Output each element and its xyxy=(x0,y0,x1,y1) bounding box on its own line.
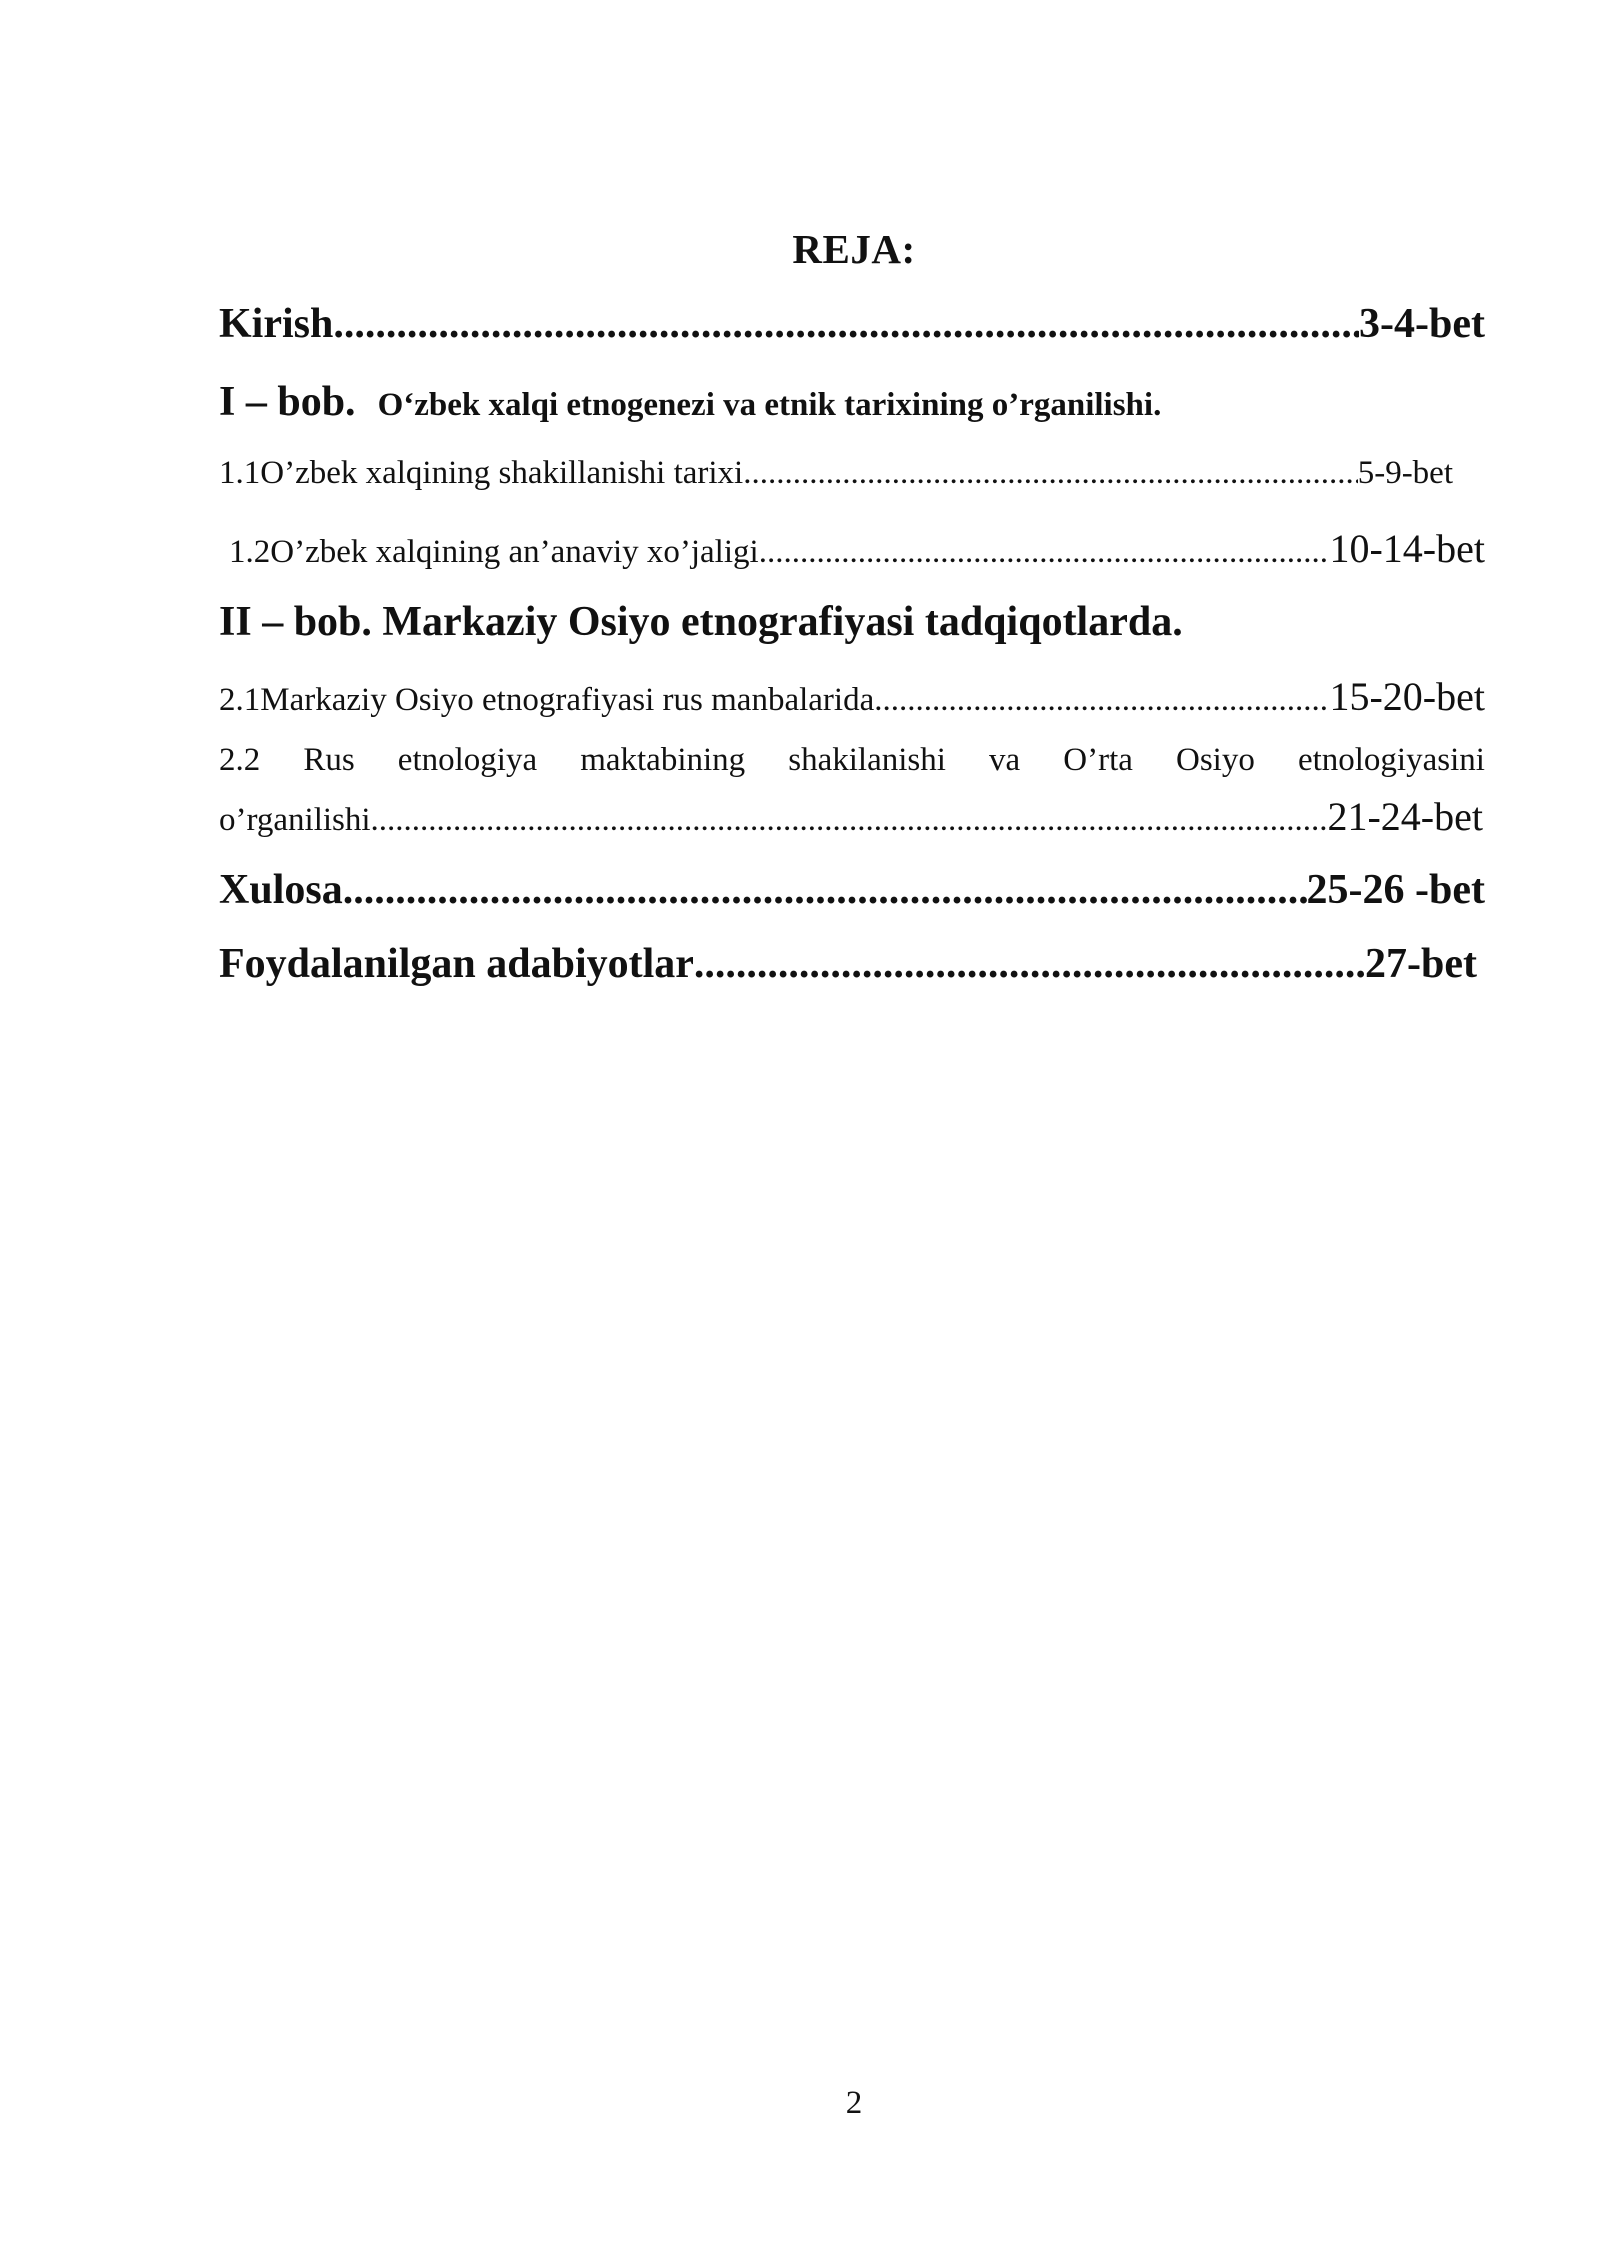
section-page: 21-24-bet xyxy=(1327,794,1483,839)
page-title: REJA: xyxy=(792,226,916,272)
section-word: O’rta xyxy=(1063,742,1133,778)
section-word: etnologiya xyxy=(397,742,538,778)
dot-leader xyxy=(343,866,1307,914)
toc-chapter-2 xyxy=(219,598,1485,646)
dot-leader xyxy=(759,534,1330,571)
section-word: etnologiyasini xyxy=(1297,742,1485,778)
section-word: shakilanishi xyxy=(788,742,946,778)
section-page: 15-20-bet xyxy=(1329,674,1485,719)
toc-section-1-2 xyxy=(229,525,1485,572)
toc-section-2-2-line-2 xyxy=(219,793,1483,840)
section-page: 5-9-bet xyxy=(1357,455,1453,491)
section-label-continuation: o’rganilishi xyxy=(219,802,371,838)
section-number: 1.2 xyxy=(229,534,271,570)
toc-chapter-1 xyxy=(219,378,1485,426)
toc-entry-label: Foydalanilgan adabiyotlar xyxy=(219,941,694,987)
section-page: 10-14-bet xyxy=(1329,526,1485,571)
section-number: 2.1 xyxy=(219,682,261,718)
chapter-label: II – bob. Markaziy Osiyo etnografiyasi tadqiqotlarda. xyxy=(219,599,1183,645)
toc-entry-page: 27-bet xyxy=(1365,941,1477,987)
section-label: O’zbek xalqining shakillanishi tarixi xyxy=(260,455,744,491)
section-word: Osiyo xyxy=(1176,742,1255,778)
toc-entry-label: Xulosa xyxy=(219,867,343,913)
toc-entry-kirish xyxy=(219,300,1485,348)
toc-entry-page: 25-26 -bet xyxy=(1306,867,1485,913)
toc-entry-label: Kirish xyxy=(219,301,334,347)
page-number: 2 xyxy=(845,2085,863,2121)
toc-entry-xulosa xyxy=(219,866,1485,914)
section-word: va xyxy=(989,742,1021,778)
dot-leader xyxy=(333,300,1359,348)
chapter-label: I – bob. xyxy=(219,379,356,425)
dot-leader xyxy=(694,940,1365,988)
dot-leader xyxy=(371,802,1328,839)
section-label: O’zbek xalqining an’anaviy xo’jaligi xyxy=(270,534,759,570)
chapter-subtitle: O‘zbek xalqi etnogenezi va etnik tarixining o’rganilishi. xyxy=(377,387,1162,423)
section-number: 1.1 xyxy=(219,455,261,491)
toc-section-2-1 xyxy=(219,673,1485,720)
section-word: maktabining xyxy=(580,742,746,778)
dot-leader xyxy=(743,455,1357,492)
section-label: Markaziy Osiyo etnografiyasi rus manbalarida xyxy=(260,682,875,718)
toc-entry-adabiyotlar xyxy=(219,940,1477,988)
toc-section-2-2-line-1 xyxy=(219,742,1485,779)
section-number: 2.2 xyxy=(219,742,261,778)
toc-entry-page: 3-4-bet xyxy=(1359,301,1485,347)
dot-leader xyxy=(874,682,1329,719)
section-word: Rus xyxy=(303,742,355,778)
toc-section-1-1 xyxy=(219,455,1453,492)
